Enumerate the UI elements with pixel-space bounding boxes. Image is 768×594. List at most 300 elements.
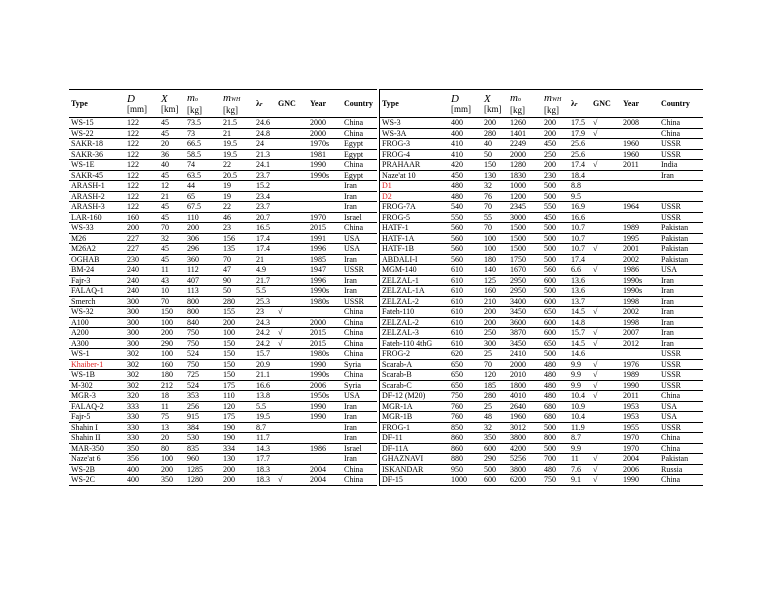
cell-range: 45 — [159, 170, 185, 181]
cell-country: USSR — [342, 265, 377, 276]
table-row — [69, 244, 377, 255]
cell-range: 18 — [159, 391, 185, 402]
cell-country: Israel — [342, 443, 377, 454]
cell-lambda: 25.6 — [569, 149, 591, 160]
cell-gnc: √ — [276, 307, 308, 318]
cell-year: 2006 — [308, 380, 342, 391]
cell-diameter: 610 — [449, 265, 482, 276]
cell-gnc: √ — [276, 328, 308, 339]
cell-type: Fateh-110 — [380, 307, 449, 318]
cell-warhead-mass: 19.5 — [221, 149, 254, 160]
cell-warhead-mass: 680 — [542, 412, 569, 423]
cell-diameter: 330 — [125, 433, 159, 444]
cell-lambda: 19.5 — [254, 412, 276, 423]
cell-warhead-mass: 480 — [542, 391, 569, 402]
cell-mass: 1285 — [185, 464, 221, 475]
cell-mass: 524 — [185, 349, 221, 360]
cell-lambda: 10.9 — [569, 401, 591, 412]
cell-type: WS-1B — [69, 370, 125, 381]
cell-diameter: 540 — [449, 202, 482, 213]
cell-year: 2000 — [308, 128, 342, 139]
cell-lambda: 9.9 — [569, 443, 591, 454]
cell-diameter: 230 — [125, 254, 159, 265]
cell-diameter: 240 — [125, 265, 159, 276]
cell-warhead-mass: 650 — [542, 307, 569, 318]
cell-diameter: 122 — [125, 149, 159, 160]
cell-diameter: 550 — [449, 212, 482, 223]
cell-lambda: 24.6 — [254, 118, 276, 129]
cell-lambda: 9.9 — [569, 370, 591, 381]
table-row — [380, 391, 703, 402]
cell-year: 1985 — [308, 254, 342, 265]
cell-diameter: 333 — [125, 401, 159, 412]
cell-year: 1947 — [308, 265, 342, 276]
cell-diameter: 302 — [125, 380, 159, 391]
table-row — [69, 401, 377, 412]
cell-country: USSR — [659, 349, 703, 360]
cell-type: PRAHAAR — [380, 160, 449, 171]
cell-warhead-mass: 450 — [542, 212, 569, 223]
cell-warhead-mass: 190 — [221, 422, 254, 433]
cell-warhead-mass: 800 — [542, 433, 569, 444]
table-row — [69, 422, 377, 433]
cell-country: USA — [342, 233, 377, 244]
cell-country — [659, 191, 703, 202]
cell-lambda: 10.4 — [569, 391, 591, 402]
cell-type: FALAQ-1 — [69, 286, 125, 297]
table-row — [380, 338, 703, 349]
cell-gnc — [591, 233, 621, 244]
cell-type: WS-15 — [69, 118, 125, 129]
cell-country: USSR — [659, 422, 703, 433]
cell-year: 1986 — [308, 443, 342, 454]
cell-year: 1995 — [621, 233, 659, 244]
cell-country: Egypt — [342, 139, 377, 150]
cell-country: USA — [342, 244, 377, 255]
cell-lambda: 23.7 — [254, 170, 276, 181]
cell-mass: 1200 — [508, 191, 542, 202]
cell-type: ARASH-1 — [69, 181, 125, 192]
cell-diameter: 560 — [449, 223, 482, 234]
cell-diameter: 1000 — [449, 475, 482, 486]
col-diameter: D [mm] — [125, 90, 159, 118]
cell-type: ISKANDAR — [380, 464, 449, 475]
cell-lambda: 6.6 — [569, 265, 591, 276]
cell-mass: 1260 — [508, 118, 542, 129]
table-row — [380, 307, 703, 318]
cell-country: China — [659, 391, 703, 402]
cell-lambda: 7.6 — [569, 464, 591, 475]
cell-range: 100 — [159, 454, 185, 465]
cell-country: Pakistan — [659, 254, 703, 265]
cell-mass: 63.5 — [185, 170, 221, 181]
cell-mass: 353 — [185, 391, 221, 402]
cell-range: 70 — [159, 296, 185, 307]
cell-warhead-mass: 50 — [221, 286, 254, 297]
cell-mass: 74 — [185, 160, 221, 171]
cell-type: SAKR-36 — [69, 149, 125, 160]
cell-warhead-mass: 90 — [221, 275, 254, 286]
cell-range: 350 — [482, 433, 508, 444]
cell-warhead-mass: 21.5 — [221, 118, 254, 129]
cell-country: USSR — [659, 149, 703, 160]
cell-type: MAR-350 — [69, 443, 125, 454]
cell-lambda: 8.8 — [569, 181, 591, 192]
cell-diameter: 302 — [125, 349, 159, 360]
table-row — [69, 464, 377, 475]
cell-mass: 65 — [185, 191, 221, 202]
table-row — [69, 212, 377, 223]
cell-lambda: 24.8 — [254, 128, 276, 139]
cell-range: 43 — [159, 275, 185, 286]
cell-warhead-mass: 47 — [221, 265, 254, 276]
cell-lambda: 5.5 — [254, 401, 276, 412]
table-row — [380, 370, 703, 381]
cell-lambda: 8.7 — [254, 422, 276, 433]
cell-type: Naze'at 10 — [380, 170, 449, 181]
cell-warhead-mass: 150 — [221, 338, 254, 349]
cell-warhead-mass: 150 — [221, 359, 254, 370]
cell-diameter: 650 — [449, 370, 482, 381]
cell-year — [308, 422, 342, 433]
cell-type: WS-3 — [380, 118, 449, 129]
table-row — [69, 265, 377, 276]
cell-lambda: 24.2 — [254, 328, 276, 339]
cell-country: Iran — [659, 296, 703, 307]
table-row — [380, 149, 703, 160]
cell-range: 45 — [159, 212, 185, 223]
table-row — [380, 328, 703, 339]
cell-range: 11 — [159, 401, 185, 412]
cell-range: 600 — [482, 475, 508, 486]
cell-country: Iran — [659, 317, 703, 328]
cell-warhead-mass: 21 — [221, 128, 254, 139]
cell-gnc — [276, 160, 308, 171]
cell-warhead-mass: 500 — [542, 422, 569, 433]
cell-warhead-mass: 156 — [221, 233, 254, 244]
cell-warhead-mass: 150 — [221, 349, 254, 360]
table-row — [69, 454, 377, 465]
cell-type: MGR-1A — [380, 401, 449, 412]
cell-lambda: 9.9 — [569, 359, 591, 370]
table-left-half — [69, 89, 377, 486]
cell-gnc — [276, 139, 308, 150]
cell-mass: 524 — [185, 380, 221, 391]
cell-mass: 112 — [185, 265, 221, 276]
cell-range: 45 — [159, 244, 185, 255]
cell-mass: 6200 — [508, 475, 542, 486]
cell-warhead-mass: 23 — [221, 223, 254, 234]
cell-range: 75 — [159, 412, 185, 423]
cell-type: A100 — [69, 317, 125, 328]
cell-country: Israel — [342, 212, 377, 223]
cell-range: 150 — [482, 160, 508, 171]
cell-mass: 3600 — [508, 317, 542, 328]
cell-type: Fajr-3 — [69, 275, 125, 286]
cell-type: FROG-5 — [380, 212, 449, 223]
cell-gnc — [591, 275, 621, 286]
cell-warhead-mass: 200 — [221, 475, 254, 486]
cell-year: 1970 — [621, 433, 659, 444]
cell-year: 2006 — [621, 464, 659, 475]
cell-gnc: √ — [591, 338, 621, 349]
cell-diameter: 610 — [449, 338, 482, 349]
col-range: X [km] — [482, 90, 508, 118]
cell-year: 1990s — [621, 275, 659, 286]
table-row — [69, 181, 377, 192]
table-row — [69, 191, 377, 202]
cell-diameter: 350 — [125, 443, 159, 454]
cell-warhead-mass: 19 — [221, 181, 254, 192]
cell-type: Smerch — [69, 296, 125, 307]
cell-range: 13 — [159, 422, 185, 433]
cell-gnc: √ — [591, 265, 621, 276]
cell-diameter: 300 — [125, 338, 159, 349]
cell-lambda: 14.8 — [569, 317, 591, 328]
cell-year: 2011 — [621, 160, 659, 171]
cell-gnc — [276, 118, 308, 129]
cell-mass: 3400 — [508, 296, 542, 307]
cell-lambda: 24.3 — [254, 317, 276, 328]
cell-gnc — [276, 412, 308, 423]
cell-mass: 3800 — [508, 464, 542, 475]
cell-type: DF-12 (M20) — [380, 391, 449, 402]
table-row — [69, 443, 377, 454]
cell-lambda: 20.7 — [254, 212, 276, 223]
cell-mass: 2249 — [508, 139, 542, 150]
cell-diameter: 610 — [449, 317, 482, 328]
cell-warhead-mass: 70 — [221, 254, 254, 265]
col-country: Country — [342, 90, 377, 118]
table-row — [380, 286, 703, 297]
cell-mass: 835 — [185, 443, 221, 454]
cell-year: 1980s — [308, 349, 342, 360]
cell-year — [621, 181, 659, 192]
cell-gnc — [591, 349, 621, 360]
cell-warhead-mass: 200 — [542, 118, 569, 129]
cell-lambda: 14.3 — [254, 443, 276, 454]
col-warhead-mass: mWH [kg] — [542, 90, 569, 118]
cell-type: ZELZAL-1A — [380, 286, 449, 297]
cell-mass: 1500 — [508, 244, 542, 255]
cell-gnc — [276, 223, 308, 234]
cell-lambda: 15.2 — [254, 181, 276, 192]
cell-gnc: √ — [591, 370, 621, 381]
cell-gnc: √ — [591, 464, 621, 475]
cell-warhead-mass: 20.5 — [221, 170, 254, 181]
cell-diameter: 560 — [449, 254, 482, 265]
cell-mass: 4010 — [508, 391, 542, 402]
cell-year — [621, 170, 659, 181]
cell-country: China — [342, 464, 377, 475]
cell-year: 2011 — [621, 391, 659, 402]
cell-lambda: 10.4 — [569, 412, 591, 423]
cell-mass: 110 — [185, 212, 221, 223]
table-row — [380, 380, 703, 391]
cell-diameter: 122 — [125, 191, 159, 202]
table-row — [69, 475, 377, 486]
table-row — [69, 317, 377, 328]
table-row — [380, 160, 703, 171]
cell-warhead-mass: 600 — [542, 275, 569, 286]
cell-gnc: √ — [276, 338, 308, 349]
cell-mass: 2000 — [508, 149, 542, 160]
cell-year: 2000 — [308, 317, 342, 328]
cell-gnc — [276, 233, 308, 244]
cell-lambda: 25.6 — [569, 139, 591, 150]
cell-year: 2000 — [308, 118, 342, 129]
cell-diameter: 760 — [449, 412, 482, 423]
cell-mass: 750 — [185, 338, 221, 349]
cell-warhead-mass: 100 — [221, 328, 254, 339]
cell-warhead-mass: 110 — [221, 391, 254, 402]
cell-year: 1990s — [308, 370, 342, 381]
cell-type: A300 — [69, 338, 125, 349]
cell-lambda: 8.7 — [569, 433, 591, 444]
cell-type: WS-32 — [69, 307, 125, 318]
cell-diameter: 400 — [449, 118, 482, 129]
cell-year: 1970 — [308, 212, 342, 223]
cell-warhead-mass: 680 — [542, 401, 569, 412]
table-row — [69, 328, 377, 339]
cell-mass: 3012 — [508, 422, 542, 433]
cell-type: HATF-1 — [380, 223, 449, 234]
cell-gnc — [591, 254, 621, 265]
cell-mass: 2950 — [508, 275, 542, 286]
cell-gnc — [591, 139, 621, 150]
cell-lambda: 23 — [254, 307, 276, 318]
cell-range: 180 — [159, 370, 185, 381]
cell-country: Iran — [342, 454, 377, 465]
cell-lambda: 15.7 — [254, 349, 276, 360]
cell-mass: 1750 — [508, 254, 542, 265]
cell-type: OGHAB — [69, 254, 125, 265]
table-row — [380, 433, 703, 444]
cell-range: 100 — [159, 317, 185, 328]
cell-range: 100 — [159, 349, 185, 360]
cell-country: India — [659, 160, 703, 171]
cell-diameter: 420 — [449, 160, 482, 171]
cell-warhead-mass: 750 — [542, 475, 569, 486]
cell-year: 2004 — [308, 464, 342, 475]
cell-warhead-mass: 480 — [542, 370, 569, 381]
cell-country: Iran — [342, 275, 377, 286]
cell-range: 12 — [159, 181, 185, 192]
cell-mass: 3450 — [508, 338, 542, 349]
cell-range: 70 — [159, 223, 185, 234]
cell-warhead-mass: 46 — [221, 212, 254, 223]
cell-year: 1980s — [308, 296, 342, 307]
cell-gnc — [276, 128, 308, 139]
cell-mass: 1000 — [508, 181, 542, 192]
cell-lambda: 17.4 — [569, 254, 591, 265]
cell-gnc — [276, 443, 308, 454]
cell-gnc — [276, 454, 308, 465]
cell-diameter: 240 — [125, 286, 159, 297]
col-gnc: GNC — [276, 90, 308, 118]
cell-year: 1986 — [621, 265, 659, 276]
cell-country: Iran — [342, 254, 377, 265]
cell-type: WS-33 — [69, 223, 125, 234]
cell-warhead-mass: 500 — [542, 286, 569, 297]
cell-type: WS-1E — [69, 160, 125, 171]
cell-warhead-mass: 22 — [221, 160, 254, 171]
cell-diameter: 122 — [125, 202, 159, 213]
cell-year: 2015 — [308, 328, 342, 339]
cell-diameter: 122 — [125, 118, 159, 129]
table-row — [380, 359, 703, 370]
cell-range: 290 — [159, 338, 185, 349]
cell-lambda: 13.6 — [569, 286, 591, 297]
cell-diameter: 300 — [125, 296, 159, 307]
cell-type: Scarab-B — [380, 370, 449, 381]
cell-year — [308, 307, 342, 318]
table-row — [69, 286, 377, 297]
cell-year: 1990 — [621, 475, 659, 486]
cell-diameter: 300 — [125, 328, 159, 339]
table-row — [380, 181, 703, 192]
cell-year: 2012 — [621, 338, 659, 349]
cell-mass: 725 — [185, 370, 221, 381]
cell-diameter: 330 — [125, 412, 159, 423]
cell-gnc: √ — [591, 454, 621, 465]
table-row — [380, 191, 703, 202]
cell-lambda: 9.9 — [569, 380, 591, 391]
table-row — [380, 223, 703, 234]
cell-range: 50 — [482, 149, 508, 160]
table-row — [380, 349, 703, 360]
cell-country: Iran — [659, 275, 703, 286]
col-gnc: GNC — [591, 90, 621, 118]
cell-mass: 67.5 — [185, 202, 221, 213]
cell-range: 212 — [159, 380, 185, 391]
cell-lambda: 15.7 — [569, 328, 591, 339]
cell-gnc — [591, 412, 621, 423]
cell-diameter: 122 — [125, 139, 159, 150]
cell-country: USSR — [342, 296, 377, 307]
cell-type: ARASH-2 — [69, 191, 125, 202]
cell-type: DF-11A — [380, 443, 449, 454]
cell-lambda: 24.2 — [254, 338, 276, 349]
cell-gnc — [591, 286, 621, 297]
cell-type: Scarab-A — [380, 359, 449, 370]
cell-range: 40 — [159, 160, 185, 171]
cell-gnc — [276, 170, 308, 181]
cell-gnc — [276, 275, 308, 286]
cell-warhead-mass: 280 — [221, 296, 254, 307]
cell-country: USSR — [659, 370, 703, 381]
cell-gnc — [591, 202, 621, 213]
table-row — [380, 118, 703, 129]
table-row — [380, 275, 703, 286]
cell-lambda: 10.7 — [569, 244, 591, 255]
cell-type: WS-1 — [69, 349, 125, 360]
cell-country: China — [342, 338, 377, 349]
table-row — [380, 265, 703, 276]
cell-lambda: 18.3 — [254, 475, 276, 486]
cell-range: 76 — [482, 191, 508, 202]
cell-range: 185 — [482, 380, 508, 391]
table-row — [69, 307, 377, 318]
cell-year — [308, 202, 342, 213]
cell-country: Iran — [342, 422, 377, 433]
cell-diameter: 880 — [449, 454, 482, 465]
cell-range: 32 — [482, 422, 508, 433]
cell-gnc — [591, 191, 621, 202]
cell-diameter: 480 — [449, 181, 482, 192]
cell-range: 70 — [482, 359, 508, 370]
cell-diameter: 620 — [449, 349, 482, 360]
